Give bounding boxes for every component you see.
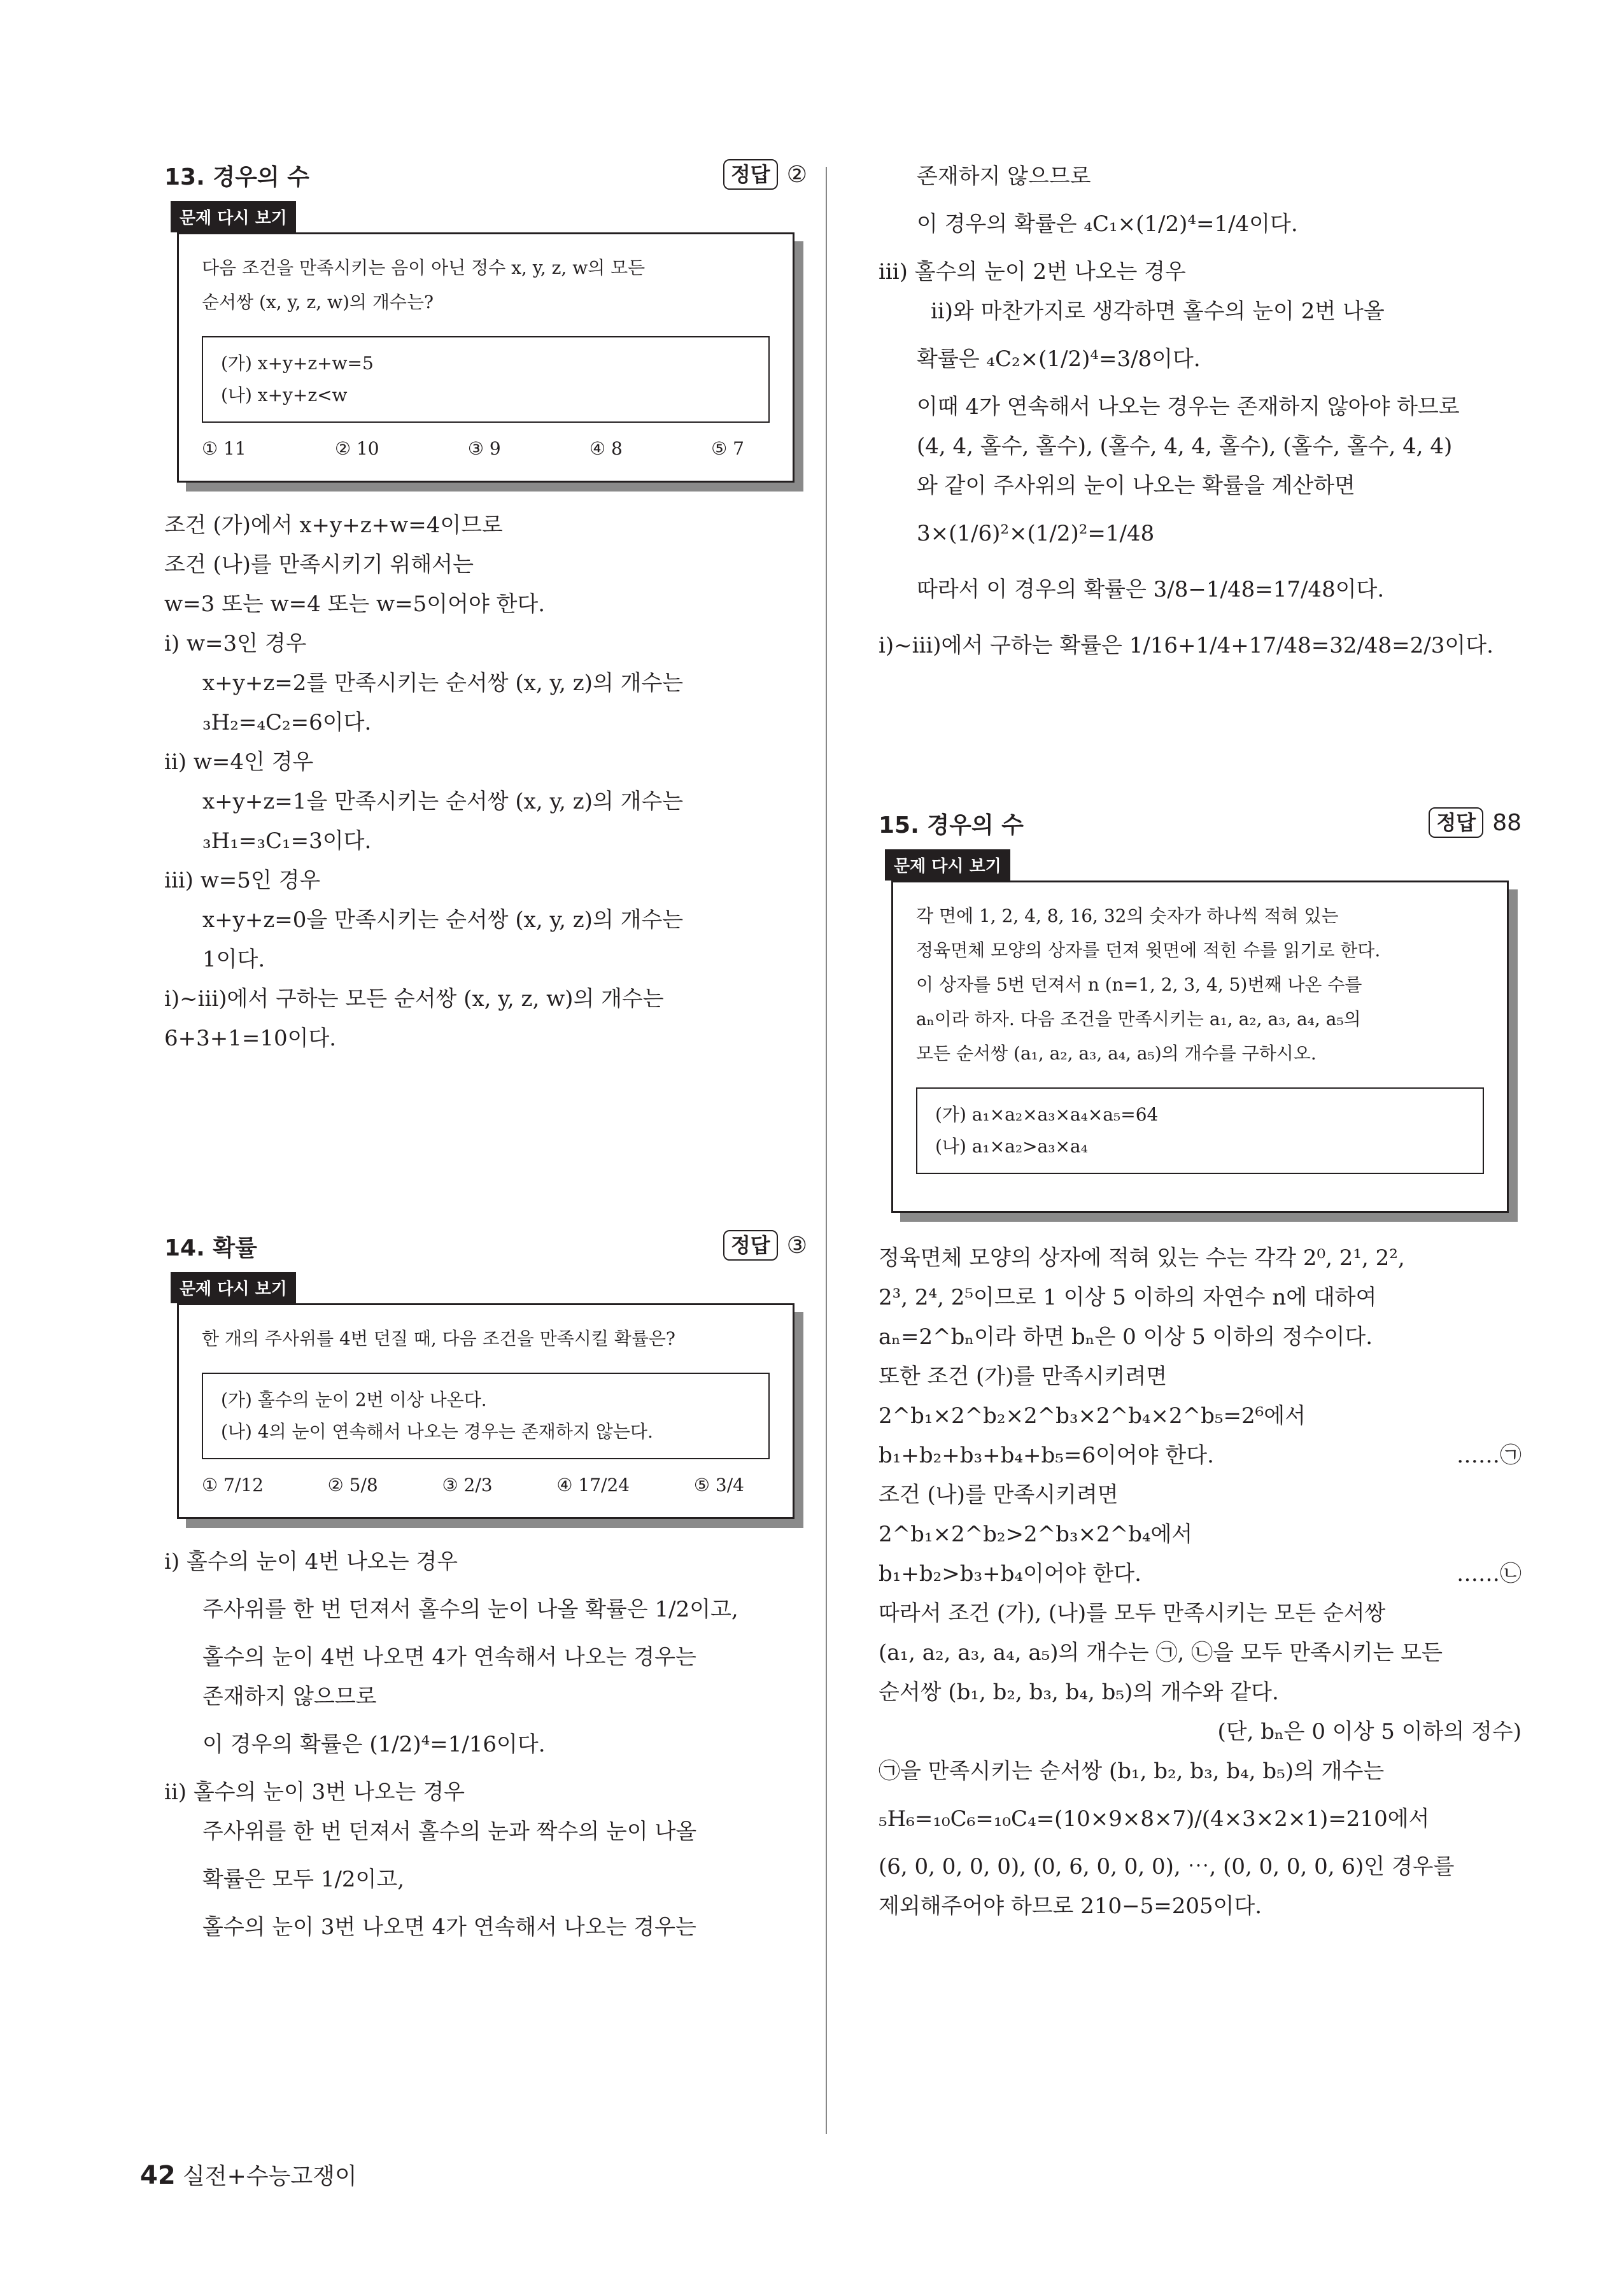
q13-answer bbox=[723, 159, 807, 190]
condition: (가) x+y+z+w=5 bbox=[221, 353, 374, 374]
solution-line: 이 경우의 확률은 (1/2)⁴=1/16이다. bbox=[202, 1732, 546, 1757]
choice: ③ 2/3 bbox=[442, 1475, 493, 1496]
choice: ② 10 bbox=[334, 438, 379, 459]
solution-line: 2^b₁×2^b₂×2^b₃×2^b₄×2^b₅=2⁶에서 bbox=[879, 1403, 1306, 1429]
solution-line: ㉠을 만족시키는 순서쌍 (b₁, b₂, b₃, b₄, b₅)의 개수는 bbox=[879, 1758, 1385, 1784]
solution-line: 와 같이 주사위의 눈이 나오는 확률을 계산하면 bbox=[917, 473, 1355, 499]
q14-problem-box bbox=[177, 1303, 794, 1519]
choice: ④ 17/24 bbox=[556, 1475, 630, 1496]
solution-line: (6, 0, 0, 0, 0), (0, 6, 0, 0, 0), ⋯, (0, 0, 0, 0, 6)인 경우를 bbox=[879, 1854, 1455, 1879]
page-number: 42 bbox=[140, 2161, 176, 2190]
q13-solution bbox=[164, 506, 807, 1058]
choices bbox=[202, 1475, 770, 1496]
solution-line: ⅰ)~ⅲ)에서 구하는 확률은 1/16+1/4+17/48=32/48=2/3이다. bbox=[879, 633, 1493, 658]
choice: ① 11 bbox=[202, 438, 246, 459]
solution-line: 6+3+1=10이다. bbox=[164, 1026, 337, 1051]
review-tag: 문제 다시 보기 bbox=[885, 849, 1010, 881]
solution-line: 확률은 ₄C₂×(1/2)⁴=3/8이다. bbox=[917, 346, 1201, 372]
solution-line: x+y+z=2를 만족시키는 순서쌍 (x, y, z)의 개수는 bbox=[202, 670, 684, 696]
conditions-box bbox=[202, 336, 770, 423]
solution-line bbox=[879, 1554, 1522, 1594]
solution-line: ⅰ) 홀수의 눈이 4번 나오는 경우 bbox=[164, 1549, 458, 1574]
solution-line: 순서쌍 (b₁, b₂, b₃, b₄, b₅)의 개수와 같다. bbox=[879, 1680, 1279, 1705]
solution-line: ⅰ)~ⅲ)에서 구하는 모든 순서쌍 (x, y, z, w)의 개수는 bbox=[164, 986, 664, 1012]
solution-line: 또한 조건 (가)를 만족시키려면 bbox=[879, 1364, 1168, 1389]
solution-line: (a₁, a₂, a₃, a₄, a₅)의 개수는 ㉠, ㉡을 모두 만족시키는 모든 bbox=[879, 1640, 1443, 1666]
solution-line: 확률은 모두 1/2이고, bbox=[202, 1867, 405, 1892]
problem-line: 다음 조건을 만족시키는 음이 아닌 정수 x, y, z, w의 모든 bbox=[202, 257, 646, 278]
solution-line: 정육면체 모양의 상자에 적혀 있는 수는 각각 2⁰, 2¹, 2², bbox=[879, 1245, 1405, 1271]
q15-title: 15. 경우의 수 bbox=[879, 812, 1024, 838]
solution-line: ⅱ) w=4인 경우 bbox=[164, 749, 314, 775]
problem-line: 이 상자를 5번 던져서 n (n=1, 2, 3, 4, 5)번째 나온 수를 bbox=[916, 974, 1362, 995]
equation-mark: ……㉠ bbox=[1457, 1443, 1522, 1468]
solution-line: 조건 (가)에서 x+y+z+w=4이므로 bbox=[164, 513, 503, 538]
right-column bbox=[879, 159, 1522, 1926]
conditions-box bbox=[916, 1087, 1484, 1174]
problem-line: 모든 순서쌍 (a₁, a₂, a₃, a₄, a₅)의 개수를 구하시오. bbox=[916, 1043, 1317, 1064]
answer-value: ③ bbox=[786, 1232, 807, 1259]
solution-line: 따라서 이 경우의 확률은 3/8−1/48=17/48이다. bbox=[917, 577, 1385, 602]
condition: (나) 4의 눈이 연속해서 나오는 경우는 존재하지 않는다. bbox=[221, 1421, 653, 1442]
solution-line: x+y+z=0을 만족시키는 순서쌍 (x, y, z)의 개수는 bbox=[202, 907, 684, 933]
page-footer bbox=[140, 2158, 357, 2191]
solution-line: 홀수의 눈이 4번 나오면 4가 연속해서 나오는 경우는 bbox=[202, 1645, 696, 1670]
choice: ① 7/12 bbox=[202, 1475, 264, 1496]
problem-line: 각 면에 1, 2, 4, 8, 16, 32의 숫자가 하나씩 적혀 있는 bbox=[916, 905, 1339, 926]
q14-answer bbox=[723, 1230, 807, 1261]
q14-title: 14. 확률 bbox=[164, 1235, 257, 1261]
solution-line: 조건 (나)를 만족시키기 위해서는 bbox=[164, 552, 474, 577]
conditions-box bbox=[202, 1373, 770, 1459]
answer-value: 88 bbox=[1492, 809, 1522, 836]
choice: ② 5/8 bbox=[327, 1475, 378, 1496]
condition: (가) 홀수의 눈이 2번 이상 나온다. bbox=[221, 1389, 487, 1410]
solution-line: 이때 4가 연속해서 나오는 경우는 존재하지 않아야 하므로 bbox=[917, 394, 1460, 420]
column-divider bbox=[826, 167, 827, 2134]
solution-line: ⅰ) w=3인 경우 bbox=[164, 631, 307, 656]
solution-line: ₃H₂=₄C₂=6이다. bbox=[202, 710, 372, 735]
review-tag: 문제 다시 보기 bbox=[171, 1272, 296, 1303]
solution-line: ₅H₆=₁₀C₆=₁₀C₄=(10×9×8×7)/(4×3×2×1)=210에서 bbox=[879, 1806, 1430, 1832]
solution-line: 주사위를 한 번 던져서 홀수의 눈과 짝수의 눈이 나올 bbox=[202, 1819, 697, 1844]
answer-value: ② bbox=[786, 161, 807, 188]
left-column bbox=[164, 159, 807, 1947]
solution-line: 2^b₁×2^b₂>2^b₃×2^b₄에서 bbox=[879, 1522, 1193, 1547]
condition: (가) a₁×a₂×a₃×a₄×a₅=64 bbox=[935, 1104, 1159, 1125]
choice: ⑤ 3/4 bbox=[693, 1475, 744, 1496]
condition: (나) a₁×a₂>a₃×a₄ bbox=[935, 1136, 1088, 1157]
choice: ⑤ 7 bbox=[711, 438, 744, 459]
q14-solution-part2 bbox=[879, 157, 1522, 674]
solution-line: ⅱ)와 마찬가지로 생각하면 홀수의 눈이 2번 나올 bbox=[931, 299, 1385, 324]
review-tag: 문제 다시 보기 bbox=[171, 201, 296, 232]
q15-solution bbox=[879, 1238, 1522, 1926]
q13-problem-box bbox=[177, 232, 794, 483]
solution-line: ₃H₁=₃C₁=3이다. bbox=[202, 828, 372, 854]
q14-header bbox=[164, 1230, 807, 1268]
q15-answer bbox=[1429, 807, 1522, 838]
solution-line: 존재하지 않으므로 bbox=[202, 1684, 377, 1709]
solution-line: 3×(1/6)²×(1/2)²=1/48 bbox=[917, 521, 1155, 546]
solution-line: w=3 또는 w=4 또는 w=5이어야 한다. bbox=[164, 591, 546, 617]
equation-mark: ……㉡ bbox=[1457, 1561, 1522, 1587]
book-title: 실전+수능고쟁이 bbox=[183, 2163, 357, 2190]
solution-line: 제외해주어야 하므로 210−5=205이다. bbox=[879, 1893, 1262, 1919]
q13-title: 13. 경우의 수 bbox=[164, 164, 309, 190]
solution-text: b₁+b₂+b₃+b₄+b₅=6이어야 한다. bbox=[879, 1443, 1214, 1468]
solution-line: 조건 (나)를 만족시키려면 bbox=[879, 1482, 1119, 1508]
solution-line: 주사위를 한 번 던져서 홀수의 눈이 나올 확률은 1/2이고, bbox=[202, 1597, 738, 1622]
solution-line: 2³, 2⁴, 2⁵이므로 1 이상 5 이하의 자연수 n에 대하여 bbox=[879, 1285, 1377, 1310]
solution-line: 1이다. bbox=[202, 947, 265, 972]
solution-line: ⅲ) w=5인 경우 bbox=[164, 868, 321, 893]
answer-tag: 정답 bbox=[723, 159, 778, 190]
solution-text: b₁+b₂>b₃+b₄이어야 한다. bbox=[879, 1561, 1141, 1587]
answer-tag: 정답 bbox=[1429, 807, 1483, 838]
solution-line: ⅲ) 홀수의 눈이 2번 나오는 경우 bbox=[879, 259, 1186, 285]
solution-line: 이 경우의 확률은 ₄C₁×(1/2)⁴=1/4이다. bbox=[917, 211, 1298, 237]
solution-line: aₙ=2^bₙ이라 하면 bₙ은 0 이상 5 이하의 정수이다. bbox=[879, 1324, 1373, 1350]
solution-line: 따라서 조건 (가), (나)를 모두 만족시키는 모든 순서쌍 bbox=[879, 1601, 1386, 1626]
choices bbox=[202, 438, 770, 459]
condition: (나) x+y+z<w bbox=[221, 385, 348, 406]
solution-line: (단, bₙ은 0 이상 5 이하의 정수) bbox=[1217, 1719, 1522, 1744]
problem-line: aₙ이라 하자. 다음 조건을 만족시키는 a₁, a₂, a₃, a₄, a₅의 bbox=[916, 1008, 1361, 1029]
solution-line: x+y+z=1을 만족시키는 순서쌍 (x, y, z)의 개수는 bbox=[202, 789, 684, 814]
problem-line: 한 개의 주사위를 4번 던질 때, 다음 조건을 만족시킬 확률은? bbox=[202, 1328, 675, 1349]
q13-header bbox=[164, 159, 807, 197]
problem-line: 정육면체 모양의 상자를 던져 윗면에 적힌 수를 읽기로 한다. bbox=[916, 940, 1381, 961]
solution-line: 존재하지 않으므로 bbox=[917, 164, 1091, 189]
answer-tag: 정답 bbox=[723, 1230, 778, 1261]
q15-header bbox=[879, 807, 1522, 845]
q14-solution-part1 bbox=[164, 1542, 807, 1947]
choice: ④ 8 bbox=[590, 438, 623, 459]
solution-line: ⅱ) 홀수의 눈이 3번 나오는 경우 bbox=[164, 1779, 465, 1805]
solution-line: 홀수의 눈이 3번 나오면 4가 연속해서 나오는 경우는 bbox=[202, 1914, 696, 1940]
solution-line bbox=[879, 1436, 1522, 1475]
q15-problem-box bbox=[891, 881, 1509, 1213]
choice: ③ 9 bbox=[467, 438, 501, 459]
solution-line: (4, 4, 홀수, 홀수), (홀수, 4, 4, 홀수), (홀수, 홀수, 4, 4) bbox=[917, 434, 1453, 459]
problem-line: 순서쌍 (x, y, z, w)의 개수는? bbox=[202, 292, 434, 313]
